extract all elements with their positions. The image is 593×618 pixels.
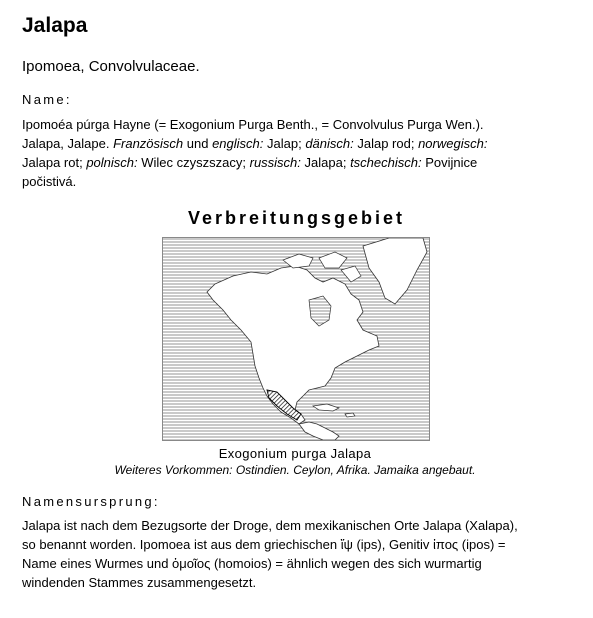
origin-line: so benannt worden. Ipomoea ist aus dem griechischen ἴψ (ips), Genitiv ἰπος (ipos) = bbox=[22, 537, 506, 552]
name-line bbox=[22, 153, 567, 172]
map-caption-note: Weiteres Vorkommen: Ostindien. Ceylon, Afrika. Jamaika angebaut. bbox=[114, 463, 476, 477]
plant-family: Ipomoea, Convolvulaceae. bbox=[22, 58, 200, 75]
name-section-label: Name: bbox=[22, 92, 72, 107]
origin-paragraph bbox=[22, 516, 567, 592]
name-text: Jalapa rot; bbox=[22, 155, 87, 170]
name-text: Jalapa, Jalape. bbox=[22, 136, 114, 151]
name-text: Wilec czyszszacy; bbox=[137, 155, 250, 170]
north-america-map bbox=[163, 238, 429, 440]
map-caption: Exogonium purga Jalapa bbox=[218, 446, 372, 461]
language-label: englisch: bbox=[212, 136, 264, 151]
origin-line: Name eines Wurmes und ὁμοῖος (homoios) = ähnlich wegen des sich wurmartig bbox=[22, 556, 482, 571]
origin-line: windenden Stammes zusammengesetzt. bbox=[22, 575, 257, 590]
language-label: norwegisch: bbox=[418, 136, 488, 151]
origin-section-label: Namensursprung: bbox=[22, 494, 160, 509]
language-label: Französisch bbox=[113, 136, 184, 151]
map-heading: Verbreitungsgebiet bbox=[187, 208, 406, 228]
language-label: russisch: bbox=[249, 155, 301, 170]
language-label: tschechisch: bbox=[350, 155, 422, 170]
name-text: Ipomoéa púrga Hayne (= Exogonium Purga Benth., = Convolvulus Purga Wen.). bbox=[22, 117, 484, 132]
name-line bbox=[22, 134, 567, 153]
name-line bbox=[22, 115, 567, 134]
language-label: polnisch: bbox=[86, 155, 138, 170]
origin-line: Jalapa ist nach dem Bezugsorte der Droge, dem mexikanischen Orte Jalapa (Xalapa), bbox=[22, 518, 518, 533]
name-text: Jalapa; bbox=[300, 155, 351, 170]
language-label: dänisch: bbox=[305, 136, 354, 151]
name-text: Jalap; bbox=[263, 136, 306, 151]
name-text: počistivá. bbox=[22, 174, 77, 189]
page-title: Jalapa bbox=[22, 14, 88, 37]
name-line bbox=[22, 172, 567, 191]
name-text: Povijnice bbox=[421, 155, 478, 170]
distribution-map bbox=[162, 237, 430, 441]
name-paragraph bbox=[22, 115, 567, 191]
name-text: und bbox=[183, 136, 213, 151]
name-text: Jalap rod; bbox=[353, 136, 419, 151]
